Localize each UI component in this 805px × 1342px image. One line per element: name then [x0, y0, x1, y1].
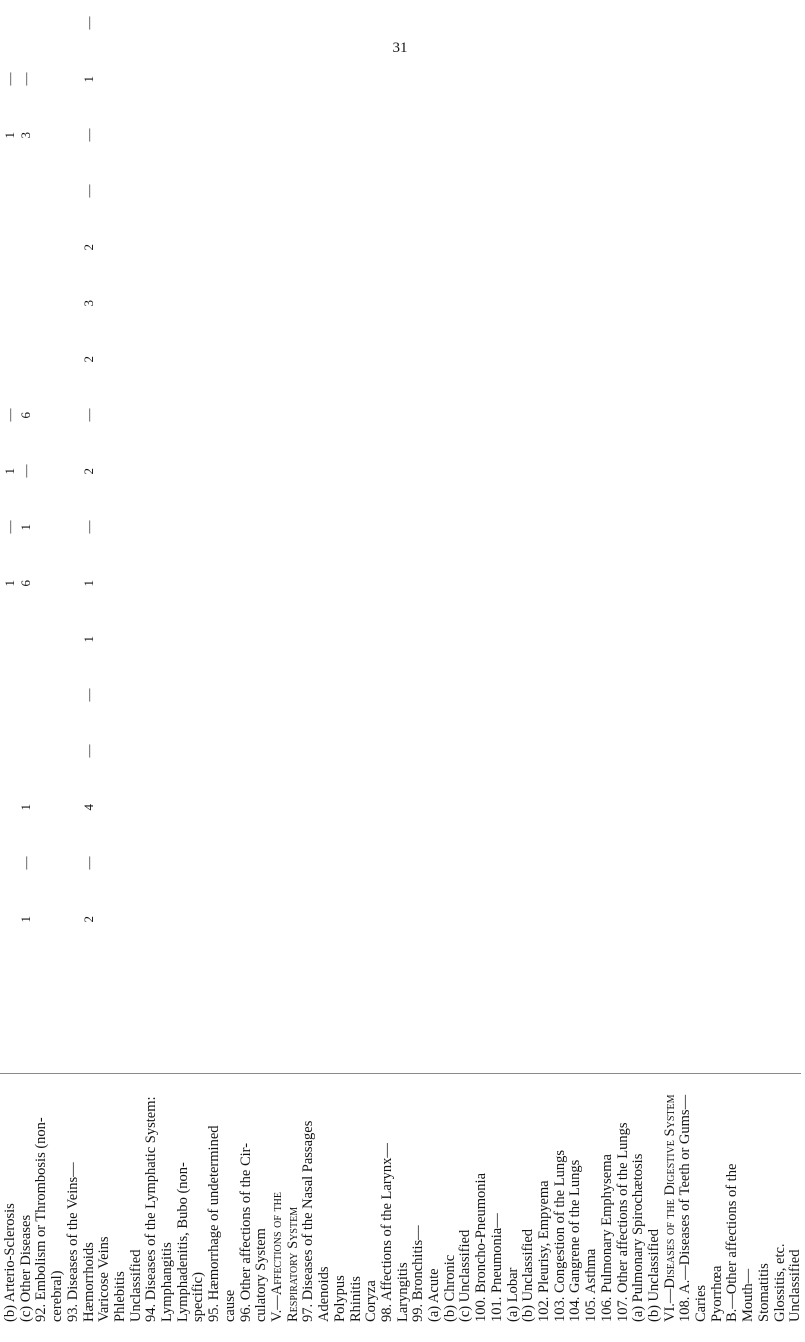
table-cell: 6: [17, 579, 33, 587]
row-label: Lymphadenitis, Bubo (non-: [174, 1162, 191, 1322]
table-cell: —: [80, 856, 96, 870]
row-label: Coryza: [363, 1280, 380, 1322]
row-label: Hæmorrhoids: [80, 1242, 97, 1322]
row-label: Polypus: [331, 1275, 348, 1322]
table-row: [785, 0, 805, 1342]
table-cell: [785, 109, 805, 161]
table-cell: —: [80, 408, 96, 422]
table-cell: 1: [2, 467, 17, 475]
table-cell: —: [17, 72, 33, 86]
row-label: (c) Unclassified: [457, 1229, 474, 1322]
row-label: 107. Other affections of the Lungs: [614, 1122, 631, 1322]
row-label: (c) Other Diseases: [17, 1214, 34, 1322]
row-label: Laryngitis: [394, 1262, 411, 1322]
row-label: (a) Lobar: [504, 1267, 521, 1322]
table-cell: —: [80, 688, 96, 702]
table-cell: [785, 1005, 805, 1057]
row-label: (b) Chronic: [441, 1254, 458, 1322]
table-cell: 4: [80, 803, 96, 811]
table-cell: 1: [2, 579, 17, 587]
row-label: specific): [190, 1272, 207, 1322]
table-cell: 1: [17, 915, 33, 923]
row-label: Adenoids: [316, 1266, 333, 1322]
table-cell: 2: [80, 467, 96, 475]
row-label: 93. Diseases of the Veins—: [64, 1162, 81, 1322]
row-label: 108. A.—Diseases of Teeth or Gums—: [677, 1094, 694, 1322]
page-number: 31: [392, 40, 408, 56]
row-label: Glossitis, etc.: [771, 1243, 788, 1322]
row-label: 105. Asthma: [583, 1248, 600, 1322]
row-label: (b) Unclassified: [645, 1228, 662, 1322]
table-cell: [785, 501, 805, 553]
row-label: 92. Embolism or Thrombosis (non-: [33, 1117, 50, 1322]
row-label: 102. Pleurisy, Empyema: [536, 1180, 552, 1322]
table-cell: —: [17, 856, 33, 870]
section-heading: VI.—Diseases of the Digestive System: [661, 1094, 678, 1322]
row-label: Pyorrhœa: [708, 1265, 725, 1322]
table-cell: [785, 389, 805, 441]
row-label: Unclassified: [787, 1249, 804, 1322]
row-label: (b) Unclassified: [520, 1228, 537, 1322]
row-label: (a) Acute: [426, 1268, 443, 1322]
row-label: 103. Congestion of the Lungs: [551, 1150, 568, 1322]
table-cell: [785, 165, 805, 217]
row-label: 97. Diseases of the Nasal Passages: [300, 1120, 317, 1322]
table-cell: 3: [80, 299, 96, 307]
table-cell: 1: [17, 523, 33, 531]
row-label: Lymphangitis: [159, 1242, 176, 1322]
row-label: 99. Bronchitis—: [410, 1225, 427, 1322]
table-cell: —: [80, 520, 96, 534]
row-label: 96. Other affections of the Cir-: [237, 1142, 254, 1322]
table-cell: —: [2, 72, 17, 86]
row-label: Rhinitis: [347, 1276, 364, 1322]
table-cell: 1: [80, 579, 96, 587]
table-cell: 1: [17, 803, 33, 811]
table-cell: [785, 557, 805, 609]
table-cell: 2: [80, 243, 96, 251]
table-cell: 1: [2, 131, 17, 139]
table-cell: —: [80, 128, 96, 142]
table-cell: [785, 333, 805, 385]
row-label: Varicose Veins: [96, 1236, 113, 1322]
row-label: (b) Arterio-Sclerosis: [2, 1203, 18, 1322]
row-label: 98. Affections of the Larynx—: [378, 1143, 395, 1322]
table-cell: —: [80, 744, 96, 758]
table-cell: [785, 445, 805, 497]
row-label: cause: [221, 1289, 238, 1322]
table-cell: —: [2, 408, 17, 422]
table-cell: 3: [17, 131, 33, 139]
row-label: cerebral): [49, 1270, 66, 1322]
table-cell: —: [17, 464, 33, 478]
table-cell: [785, 781, 805, 833]
table-cell: —: [80, 16, 96, 30]
table-cell: —: [80, 184, 96, 198]
table-cell: 2: [80, 355, 96, 363]
row-label: 104. Gangrene of the Lungs: [567, 1159, 584, 1322]
row-label: 106. Pulmonary Emphysema: [598, 1154, 615, 1322]
row-label: Caries: [693, 1284, 710, 1322]
table-cell: 1: [80, 75, 96, 83]
table-cell: [785, 669, 805, 721]
row-label: Phlebitis: [111, 1271, 128, 1322]
table-cell: [785, 725, 805, 777]
row-label: 100. Broncho-Pneumonia: [473, 1172, 490, 1322]
row-label: culatory System: [253, 1228, 270, 1322]
row-label: 101. Pneumonia—: [488, 1213, 505, 1322]
table-cell: 2: [80, 915, 96, 923]
table-cell: [785, 893, 805, 945]
table-cell: [785, 221, 805, 273]
table-cell: —: [2, 520, 17, 534]
row-label: 95. Hæmorrhage of undetermined: [206, 1125, 223, 1322]
row-label: Mouth—: [740, 1268, 757, 1322]
table-cell: [785, 949, 805, 1001]
table-cell: [785, 0, 805, 49]
row-label: Unclassified: [127, 1249, 144, 1322]
row-label: (a) Pulmonary Spirochætosis: [630, 1153, 647, 1322]
table-cell: 6: [17, 411, 33, 419]
section-heading: V.—Affections of the: [269, 1191, 285, 1322]
table-cell: [785, 277, 805, 329]
section-heading: Respiratory System: [284, 1206, 301, 1322]
row-label: B.—Other affections of the: [724, 1163, 741, 1322]
row-label: Stomatitis: [755, 1263, 772, 1322]
table-cell: [785, 837, 805, 889]
table-cell: 1: [80, 635, 96, 643]
table-cell: [785, 613, 805, 665]
row-label: 94. Diseases of the Lymphatic System:: [143, 1096, 160, 1322]
table-cell: [785, 53, 805, 105]
